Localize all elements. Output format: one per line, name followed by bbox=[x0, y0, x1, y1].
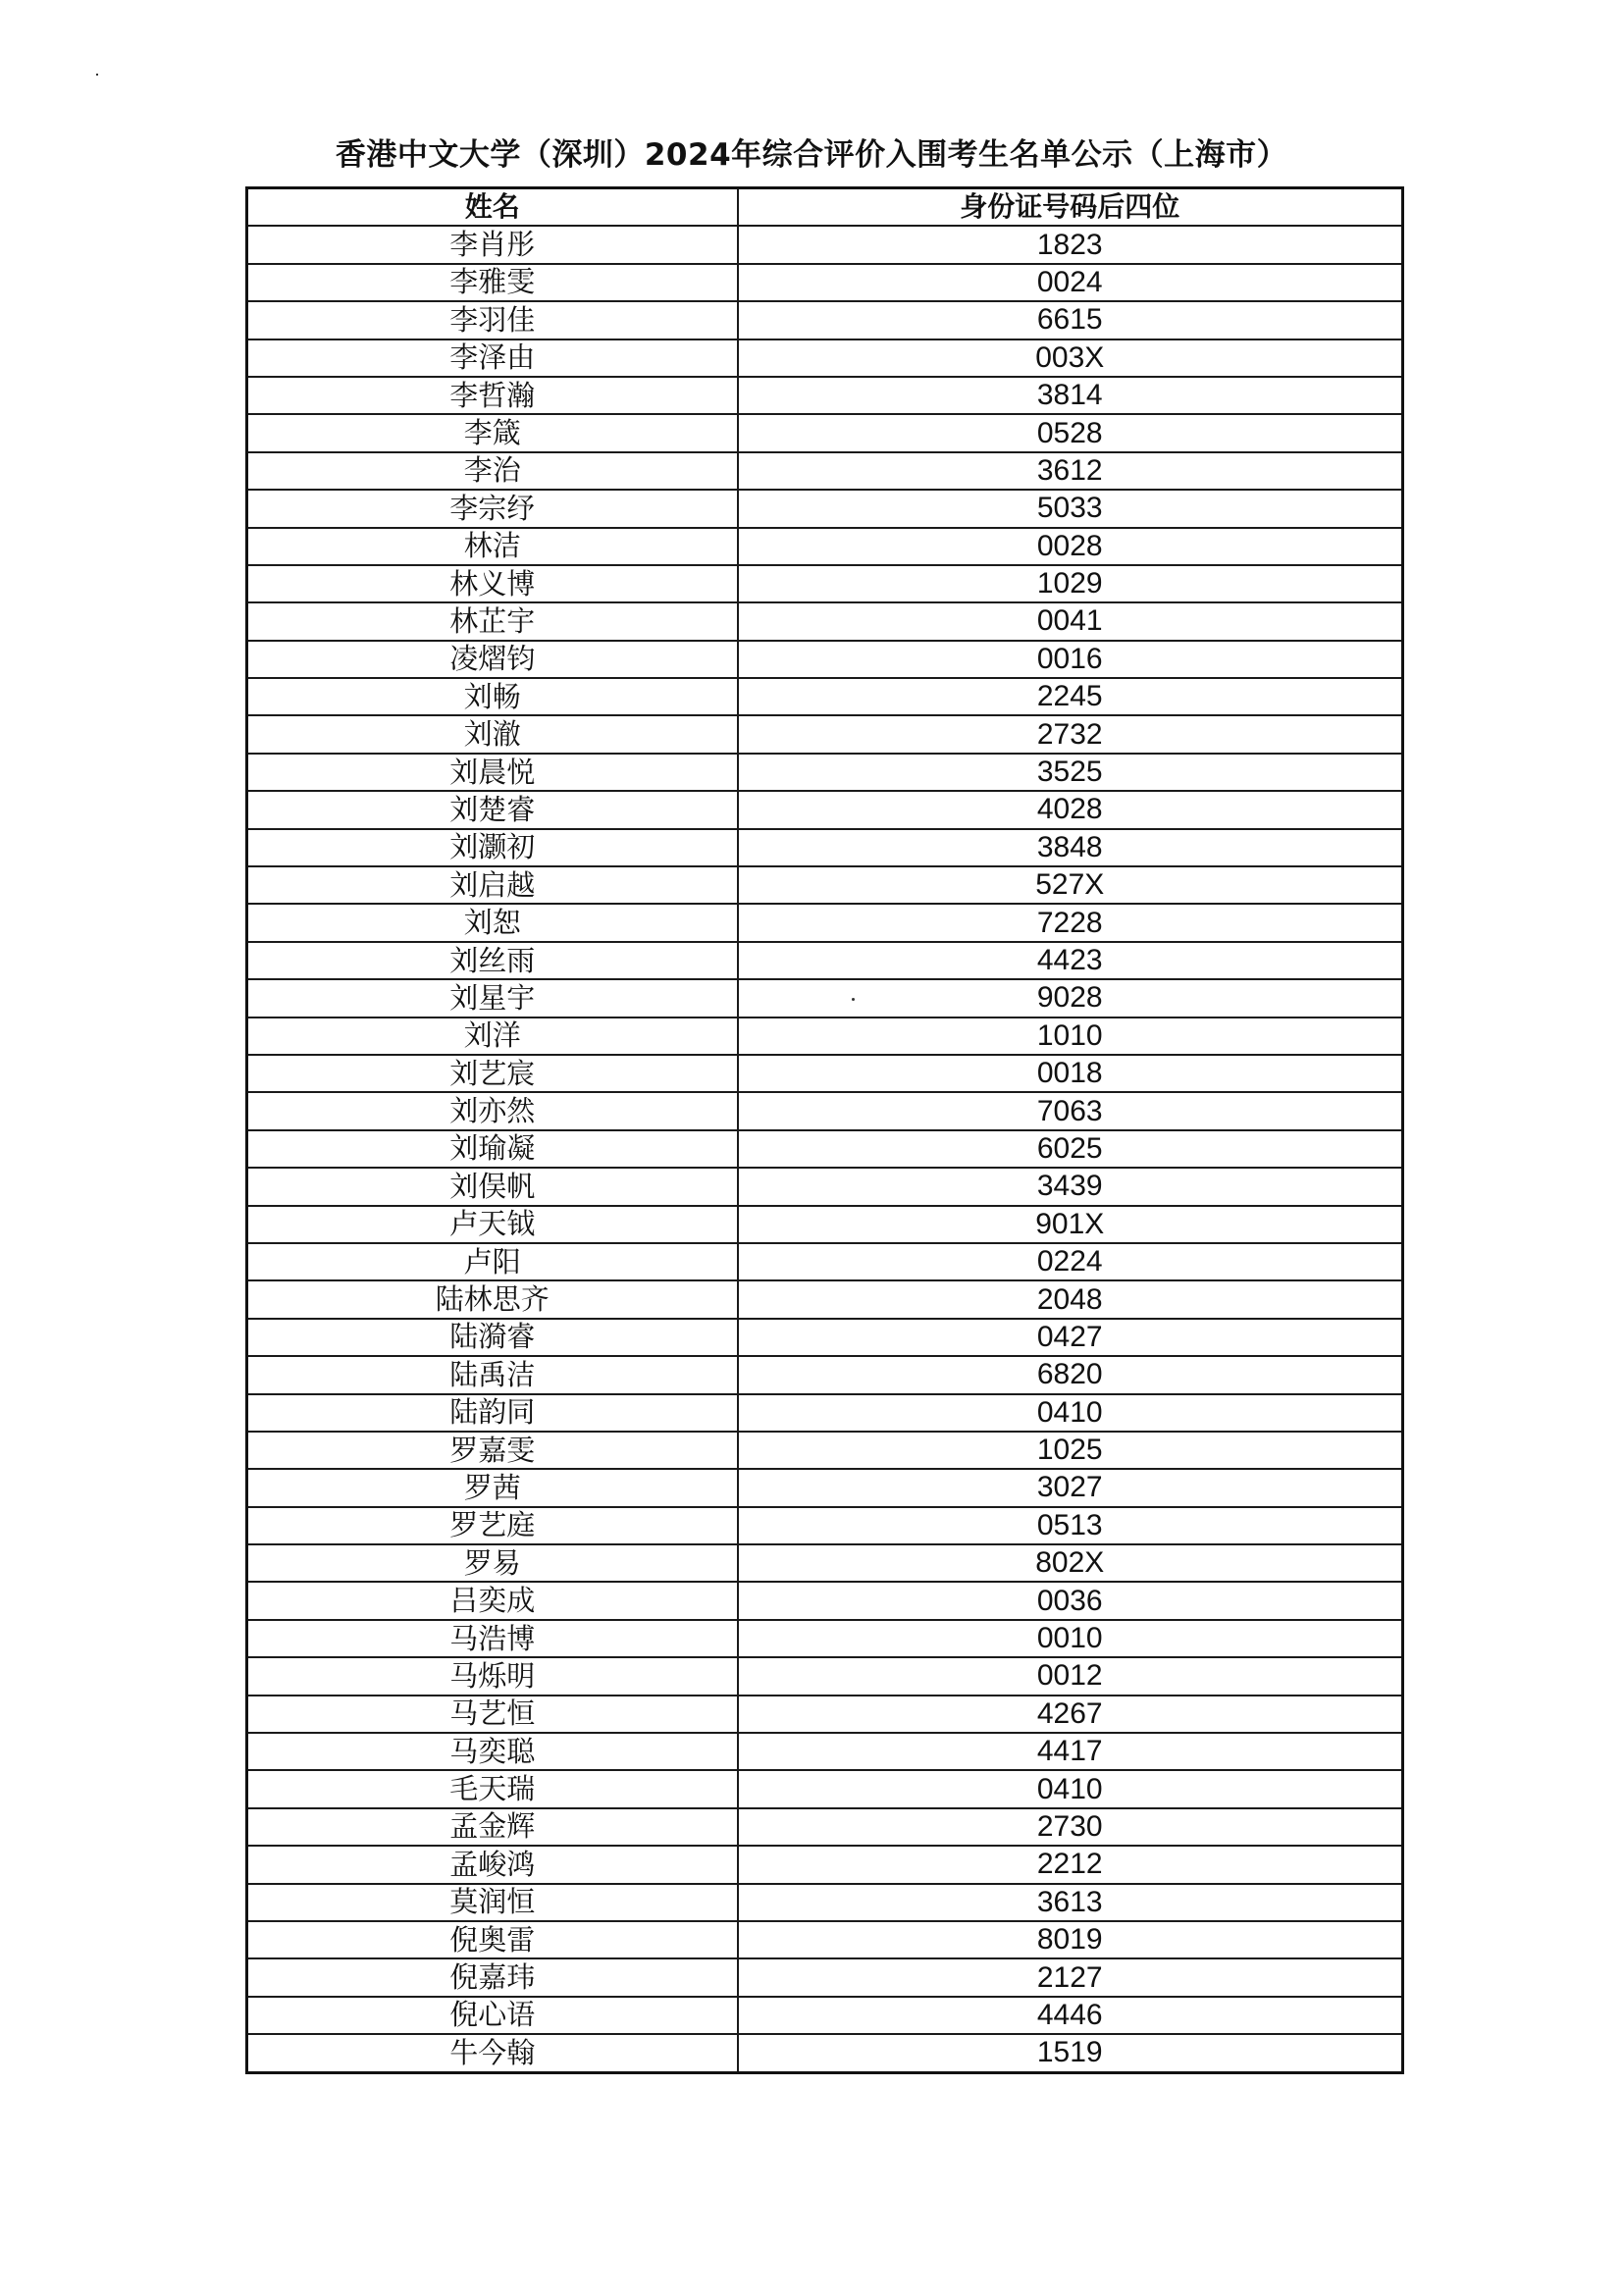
id-last4-cell: 2730 bbox=[738, 1808, 1403, 1846]
id-last4-cell: 1519 bbox=[738, 2034, 1403, 2072]
table-row bbox=[247, 1432, 1403, 1469]
candidate-name-cell: 马奕聪 bbox=[247, 1733, 738, 1770]
candidate-name-cell: 刘亦然 bbox=[247, 1092, 738, 1129]
table-row bbox=[247, 979, 1403, 1017]
candidate-name-cell: 罗嘉雯 bbox=[247, 1432, 738, 1469]
table-row bbox=[247, 1018, 1403, 1055]
table-row bbox=[247, 904, 1403, 941]
id-last4-cell: 0224 bbox=[738, 1243, 1403, 1280]
table-row bbox=[247, 1206, 1403, 1243]
table-row bbox=[247, 1092, 1403, 1129]
table-row bbox=[247, 2034, 1403, 2072]
candidate-name-cell: 陆韵同 bbox=[247, 1394, 738, 1432]
id-last4-cell: 9028 bbox=[738, 979, 1403, 1017]
id-last4-cell: 3814 bbox=[738, 377, 1403, 414]
table-row bbox=[247, 1958, 1403, 1996]
id-last4-cell: 3439 bbox=[738, 1168, 1403, 1205]
table-row bbox=[247, 754, 1403, 791]
table-row bbox=[247, 301, 1403, 339]
candidate-name-cell: 林芷宇 bbox=[247, 602, 738, 640]
table-row bbox=[247, 1319, 1403, 1356]
candidate-name-cell: 刘星宇 bbox=[247, 979, 738, 1017]
candidate-name-cell: 刘丝雨 bbox=[247, 942, 738, 979]
id-last4-cell: 7228 bbox=[738, 904, 1403, 941]
candidate-name-cell: 陆林思齐 bbox=[247, 1280, 738, 1318]
id-last4-cell: 802X bbox=[738, 1544, 1403, 1582]
table-row bbox=[247, 1620, 1403, 1657]
candidate-name-cell: 林义博 bbox=[247, 565, 738, 602]
candidate-name-cell: 刘洋 bbox=[247, 1018, 738, 1055]
table-row bbox=[247, 942, 1403, 979]
table-row bbox=[247, 791, 1403, 828]
candidate-name-cell: 刘启越 bbox=[247, 866, 738, 904]
table-row bbox=[247, 1582, 1403, 1619]
candidate-name-cell: 刘瑜凝 bbox=[247, 1130, 738, 1168]
candidate-name-cell: 卢阳 bbox=[247, 1243, 738, 1280]
candidate-name-cell: 倪嘉玮 bbox=[247, 1958, 738, 1996]
candidate-name-cell: 刘灏初 bbox=[247, 829, 738, 866]
id-last4-cell: 0410 bbox=[738, 1770, 1403, 1807]
table-row bbox=[247, 452, 1403, 490]
candidate-name-cell: 刘畅 bbox=[247, 678, 738, 715]
table-row bbox=[247, 866, 1403, 904]
id-last4-cell: 2245 bbox=[738, 678, 1403, 715]
id-last4-cell: 6820 bbox=[738, 1356, 1403, 1393]
candidate-name-cell: 李哲瀚 bbox=[247, 377, 738, 414]
scan-speck bbox=[96, 74, 98, 76]
table-row bbox=[247, 414, 1403, 451]
scan-dot bbox=[852, 998, 855, 1001]
candidate-name-cell: 孟峻鸿 bbox=[247, 1846, 738, 1883]
id-last4-cell: 0427 bbox=[738, 1319, 1403, 1356]
id-last4-cell: 5033 bbox=[738, 490, 1403, 527]
table-header-row bbox=[247, 188, 1403, 227]
id-last4-cell: 2048 bbox=[738, 1280, 1403, 1318]
candidate-name-cell: 倪奥雷 bbox=[247, 1921, 738, 1958]
id-last4-cell: 3525 bbox=[738, 754, 1403, 791]
id-last4-cell: 0528 bbox=[738, 414, 1403, 451]
id-last4-cell: 0010 bbox=[738, 1620, 1403, 1657]
table-row bbox=[247, 490, 1403, 527]
id-last4-cell: 1025 bbox=[738, 1432, 1403, 1469]
candidate-name-cell: 罗艺庭 bbox=[247, 1507, 738, 1544]
id-last4-cell: 0513 bbox=[738, 1507, 1403, 1544]
id-last4-cell: 3613 bbox=[738, 1884, 1403, 1921]
table-row bbox=[247, 1808, 1403, 1846]
candidate-name-cell: 刘恕 bbox=[247, 904, 738, 941]
candidate-name-cell: 莫润恒 bbox=[247, 1884, 738, 1921]
candidate-name-cell: 倪心语 bbox=[247, 1997, 738, 2034]
table-row bbox=[247, 1168, 1403, 1205]
id-last4-cell: 7063 bbox=[738, 1092, 1403, 1129]
id-last4-cell: 4417 bbox=[738, 1733, 1403, 1770]
candidate-name-cell: 毛天瑞 bbox=[247, 1770, 738, 1807]
id-last4-cell: 003X bbox=[738, 339, 1403, 377]
candidate-name-cell: 李泽由 bbox=[247, 339, 738, 377]
id-last4-cell: 4446 bbox=[738, 1997, 1403, 2034]
table-row bbox=[247, 1544, 1403, 1582]
id-last4-cell: 2127 bbox=[738, 1958, 1403, 1996]
id-last4-cell: 3612 bbox=[738, 452, 1403, 490]
candidate-name-cell: 刘楚睿 bbox=[247, 791, 738, 828]
candidate-name-cell: 李箴 bbox=[247, 414, 738, 451]
id-last4-cell: 6615 bbox=[738, 301, 1403, 339]
table-row bbox=[247, 715, 1403, 753]
candidate-name-cell: 孟金辉 bbox=[247, 1808, 738, 1846]
id-last4-cell: 0012 bbox=[738, 1657, 1403, 1695]
page-title: 香港中文大学（深圳）2024年综合评价入围考生名单公示（上海市） bbox=[335, 137, 1288, 173]
id-last4-cell: 6025 bbox=[738, 1130, 1403, 1168]
table-row bbox=[247, 377, 1403, 414]
id-last4-cell: 1010 bbox=[738, 1018, 1403, 1055]
id-last4-cell: 901X bbox=[738, 1206, 1403, 1243]
table-row bbox=[247, 1884, 1403, 1921]
candidate-name-cell: 陆禹洁 bbox=[247, 1356, 738, 1393]
id-last4-cell: 1029 bbox=[738, 565, 1403, 602]
table-row bbox=[247, 1733, 1403, 1770]
id-last4-cell: 527X bbox=[738, 866, 1403, 904]
table-row bbox=[247, 1657, 1403, 1695]
table-row bbox=[247, 678, 1403, 715]
candidate-name-cell: 刘俣帆 bbox=[247, 1168, 738, 1205]
table-row bbox=[247, 1243, 1403, 1280]
candidate-name-cell: 马浩博 bbox=[247, 1620, 738, 1657]
table-row bbox=[247, 1055, 1403, 1092]
candidate-name-cell: 马烁明 bbox=[247, 1657, 738, 1695]
candidate-name-cell: 刘澈 bbox=[247, 715, 738, 753]
candidate-name-cell: 罗易 bbox=[247, 1544, 738, 1582]
candidate-table bbox=[245, 186, 1404, 2074]
candidate-name-cell: 吕奕成 bbox=[247, 1582, 738, 1619]
table-row bbox=[247, 641, 1403, 678]
candidate-name-cell: 李肖彤 bbox=[247, 226, 738, 263]
table-row bbox=[247, 1696, 1403, 1733]
table-row bbox=[247, 1130, 1403, 1168]
id-last4-cell: 1823 bbox=[738, 226, 1403, 263]
header-id-last4: 身份证号码后四位 bbox=[738, 188, 1403, 227]
candidate-name-cell: 马艺恒 bbox=[247, 1696, 738, 1733]
table-body bbox=[247, 226, 1403, 2072]
id-last4-cell: 3027 bbox=[738, 1469, 1403, 1506]
table-row bbox=[247, 339, 1403, 377]
table-row bbox=[247, 829, 1403, 866]
candidate-name-cell: 李治 bbox=[247, 452, 738, 490]
table-row bbox=[247, 1356, 1403, 1393]
candidate-name-cell: 罗茜 bbox=[247, 1469, 738, 1506]
table-row bbox=[247, 1997, 1403, 2034]
id-last4-cell: 0016 bbox=[738, 641, 1403, 678]
id-last4-cell: 0036 bbox=[738, 1582, 1403, 1619]
table-row bbox=[247, 602, 1403, 640]
table-row bbox=[247, 1280, 1403, 1318]
candidate-name-cell: 李羽佳 bbox=[247, 301, 738, 339]
id-last4-cell: 4423 bbox=[738, 942, 1403, 979]
table-row bbox=[247, 226, 1403, 263]
id-last4-cell: 0018 bbox=[738, 1055, 1403, 1092]
candidate-name-cell: 凌熠钧 bbox=[247, 641, 738, 678]
table-row bbox=[247, 528, 1403, 565]
candidate-name-cell: 刘艺宸 bbox=[247, 1055, 738, 1092]
header-name: 姓名 bbox=[247, 188, 738, 227]
table-row bbox=[247, 1394, 1403, 1432]
id-last4-cell: 8019 bbox=[738, 1921, 1403, 1958]
candidate-name-cell: 李雅雯 bbox=[247, 264, 738, 301]
candidate-table-container bbox=[245, 186, 1401, 2074]
table-row bbox=[247, 1469, 1403, 1506]
candidate-name-cell: 陆漪睿 bbox=[247, 1319, 738, 1356]
id-last4-cell: 4028 bbox=[738, 791, 1403, 828]
table-row bbox=[247, 264, 1403, 301]
id-last4-cell: 0410 bbox=[738, 1394, 1403, 1432]
table-row bbox=[247, 1846, 1403, 1883]
id-last4-cell: 0041 bbox=[738, 602, 1403, 640]
candidate-name-cell: 卢天钺 bbox=[247, 1206, 738, 1243]
table-row bbox=[247, 565, 1403, 602]
id-last4-cell: 0028 bbox=[738, 528, 1403, 565]
candidate-name-cell: 李宗纾 bbox=[247, 490, 738, 527]
id-last4-cell: 3848 bbox=[738, 829, 1403, 866]
candidate-name-cell: 刘晨悦 bbox=[247, 754, 738, 791]
table-row bbox=[247, 1921, 1403, 1958]
candidate-name-cell: 林洁 bbox=[247, 528, 738, 565]
table-row bbox=[247, 1507, 1403, 1544]
id-last4-cell: 4267 bbox=[738, 1696, 1403, 1733]
id-last4-cell: 0024 bbox=[738, 264, 1403, 301]
candidate-name-cell: 牛今翰 bbox=[247, 2034, 738, 2072]
id-last4-cell: 2212 bbox=[738, 1846, 1403, 1883]
id-last4-cell: 2732 bbox=[738, 715, 1403, 753]
table-row bbox=[247, 1770, 1403, 1807]
